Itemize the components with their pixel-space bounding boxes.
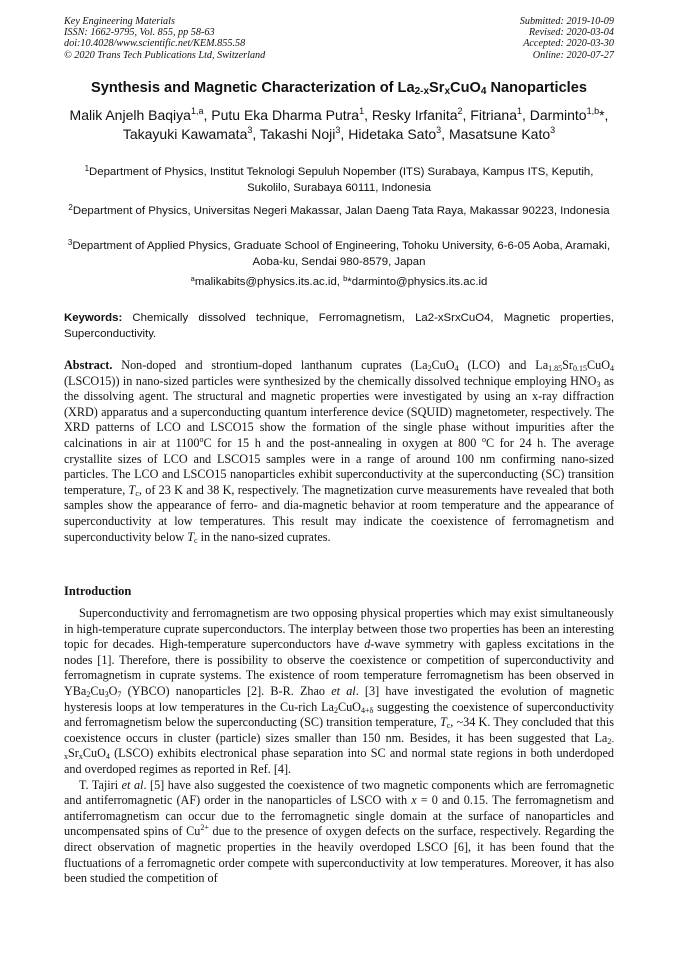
author: Resky Irfanita$^2$, — [371, 106, 471, 123]
date-accepted: Accepted: 2020-03-30 — [523, 38, 614, 50]
date-revised: Revised: 2020-03-04 — [528, 27, 614, 39]
abstract-label: Abstract. — [64, 358, 113, 372]
author-emails: $^a$malikabits@physics.its.ac.id, $^b$*darminto@physics.its.ac.id — [190, 274, 488, 288]
paragraph: T. Tajiri et al. [5] have also suggested the coexistence of two magnetic components which are ferromagnetic and antiferromagnetic (AF) order in the nanoparticles of LSCO with x = 0 and 0.15. The ferromagnetism and antiferromagnetism can occur due to the ferromagnetic single domain at the surface of nanoparticles and uncompensated spins of $Cu^{2+}$ due to the presence of oxygen defects on the surface, respectively. Regarding the direct observation of magnetic properties in the heavily overdoped LSCO [6], it has been found that the fluctuations of a ferromagnetic order compete with superconductivity at low temperatures. Moreover, it has also been studied the competition of — [64, 777, 614, 886]
author: Takayuki Kawamata$^3$, — [122, 125, 260, 142]
email-link[interactable]: malikabits@physics.its.ac.id, — [194, 276, 344, 288]
journal-doi: doi:10.4028/www.scientific.net/KEM.855.58 — [64, 38, 246, 50]
author: Hidetaka Sato$^3$, — [348, 125, 449, 142]
affiliation-1: $^1$Department of Physics, Institut Teknologi Sepuluh Nopember (ITS) Surabaya, Kampus ITS, Keputih, Sukolilo, Surabaya 60111, Indonesia — [84, 164, 594, 194]
author: Malik Anjelh Baqiya$^{1,a}$, — [69, 106, 212, 123]
keywords-label: Keywords: — [64, 312, 123, 324]
date-online: Online: 2020-07-27 — [532, 49, 614, 61]
author-list — [60, 106, 618, 144]
author: Takashi Noji$^3$, — [259, 125, 349, 142]
journal-issn: ISSN: 1662-9795, Vol. 855, pp 58-63 — [64, 27, 215, 39]
affiliation-2: $^2$Department of Physics, Universitas Negeri Makassar, Jalan Daeng Tata Raya, Makassar 90223, Indonesia — [68, 203, 610, 217]
paragraph: Superconductivity and ferromagnetism are two opposing physical properties which may exist simultaneously in high-temperature cuprate superconductors. The interplay between those two properties has been an interesting topic for decades. High-temperature superconductors have d-wave symmetry with gapless excitations in the nodes [1]. Therefore, there is possibility to observe the coexistence or competition of superconductivity and ferromagnetism in cuprate systems. The existence of room temperature ferromagnetism has been observed in $YBa_2Cu_3O_7$ (YBCO) nanoparticles [2]. B-R. Zhao et al. [3] have investigated the evolution of magnetic hysteresis loops at low temperatures in the Cu-rich $La_2CuO_{4+\delta}$ suggesting the coexistence of superconductivity and ferromagnetism below the superconducting (SC) transition temperature, $T_c$, ~34 K. They concluded that this coexistence occurs in cluster (particle) sizes smaller than 150 nm. Besides, it has been suggested that $La_{2-x}Sr_xCuO_4$ (LSCO) exhibits electronical phase separation into SC and normal state regions in both underdoped and overdoped regimes as reported in Ref. [4]. — [64, 606, 614, 776]
affiliation-3: $^3$Department of Applied Physics, Graduate School of Engineering, Tohoku University, 6-6-05 Aoba, Aramaki, Aoba-ku, Sendai 980-8579, Japan — [67, 238, 611, 268]
journal-header-right — [520, 16, 614, 61]
section-heading-introduction: Introduction — [64, 584, 132, 598]
author: Masatsune Kato$^3$ — [448, 125, 556, 142]
introduction-body — [64, 606, 614, 887]
abstract: Abstract. Non-doped and strontium-doped lanthanum cuprates ($La_2CuO_4$ (LCO) and $La_{1.85}Sr_{0.15}CuO_4$ (LSCO15)) in nano-sized particles were synthesized by the chemically dissolved technique employing $HNO_3$ as the dissolving agent. The structural and magnetic properties were investigated by using an x-ray diffraction (XRD) apparatus and a superconducting quantum interference device (SQUID) magnetometer, respectively. The XRD patterns of LCO and LSCO15 show the formation of the single phase without impurities after the calcinations in air at 1100$^o$C for 15 h and the post-annealing in oxygen at 800 $^o$C for 24 h. The average crystallite sizes of LCO and LSCO15 samples were in a range of around 100 nm confirming nano-sized particles. The LCO and LSCO15 nanoparticles exhibit superconductivity at the superconducting (SC) transition temperature, $T_c$, of 23 K and 38 K, respectively. The magnetization curve measurements have revealed that both samples show the appearance of ferro- and dia-magnetic behavior at room temperature and the appearance of superconductivity at low temperatures. This result may indicate the coexistence of ferromagnetism and superconductivity below $T_c$ in the nano-sized cuprates. — [64, 358, 615, 545]
paper-title: Synthesis and Magnetic Characterization of $La_{2-x}Sr_xCuO_4$ Nanoparticles — [91, 80, 587, 97]
keywords-text: Chemically dissolved technique, Ferromagnetism, La2-xSrxCuO4, Magnetic properties, Superconductivity. — [64, 312, 614, 340]
date-submitted: Submitted: 2019-10-09 — [519, 16, 614, 27]
email-link[interactable]: *darminto@physics.its.ac.id — [347, 276, 488, 288]
author: Darminto$^{1,b}$*, — [529, 106, 609, 123]
author: Putu Eka Dharma Putra$^1$, — [211, 106, 372, 123]
journal-name: Key Engineering Materials — [64, 16, 175, 27]
author: Fitriana$^1$, — [470, 106, 530, 123]
journal-copyright: © 2020 Trans Tech Publications Ltd, Switzerland — [64, 49, 266, 61]
journal-header-left — [64, 16, 265, 61]
keywords — [64, 310, 614, 342]
